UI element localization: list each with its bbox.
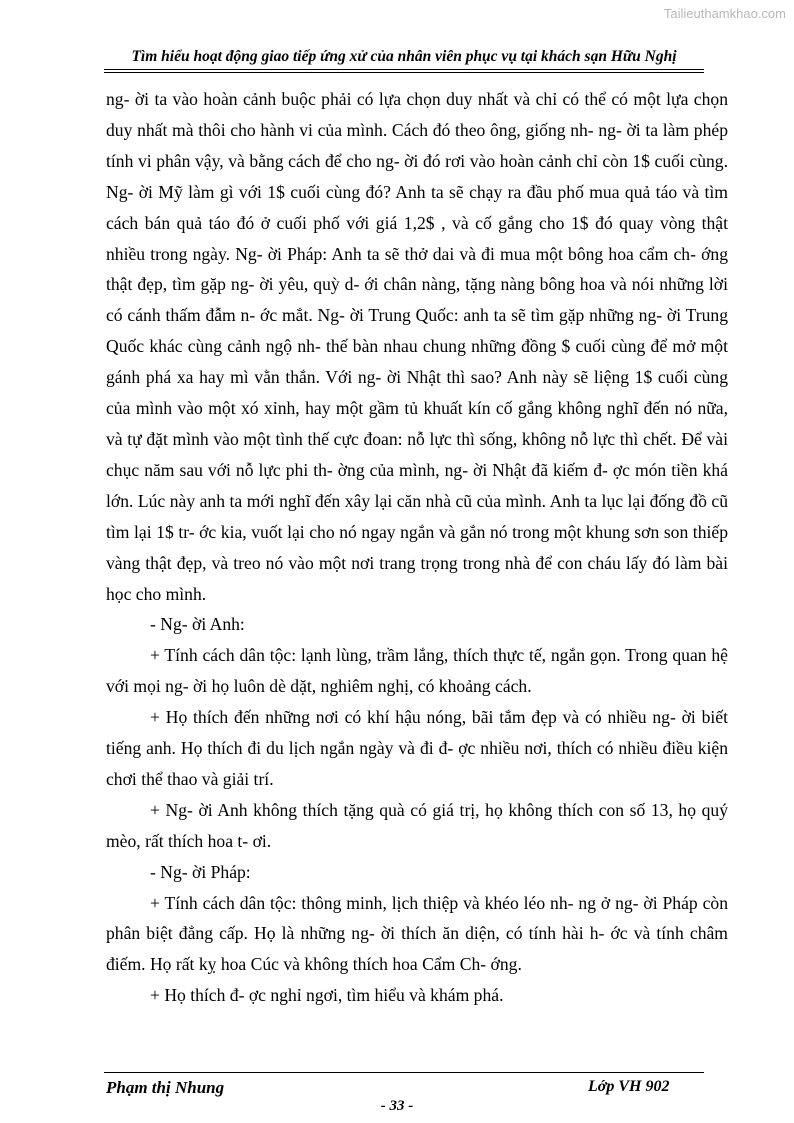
footer-author: Phạm thị Nhung (106, 1078, 225, 1097)
watermark: Tailieuthamkhao.com (663, 6, 786, 21)
header-divider (104, 69, 704, 73)
footer-divider (104, 1072, 704, 1073)
paragraph: + Tính cách dân tộc: lạnh lùng, trầm lắng, thích thực tế, ngắn gọn. Trong quan hệ với mọi ng- ời họ luôn dè dặt, nghiêm nghị, có khoảng cách. (106, 645, 728, 697)
footer-class-label: Lớp VH 902 (588, 1078, 670, 1095)
section-heading-english: - Ng- ời Anh: (150, 614, 245, 635)
section-heading-french: - Ng- ời Pháp: (150, 861, 251, 882)
paragraph: ng- ời ta vào hoàn cảnh buộc phải có lựa chọn duy nhất và chỉ có thể có một lựa chọn duy nhất mà thôi cho hành vi của mình. Cách đó theo ông, giống nh- ng- ời ta làm phép tính vi phân vậy, và bằng cách để cho ng- ời đó rơi vào hoàn cảnh chỉ còn 1$ cuối cùng. Ng- ời Mỹ làm gì với 1$ cuối cùng đó? Anh ta sẽ chạy ra đầu phố mua quả táo và tìm cách bán quả táo đó ở cuối phố với giá 1,2$ , và cố gắng cho 1$ đó quay vòng thật nhiều trong ngày. Ng- ời Pháp: Anh ta sẽ thở dai và đi mua một bông hoa cẩm ch- ớng thật đẹp, tìm gặp ng- ời yêu, quỳ d- ới chân nàng, tặng nàng bông hoa và nói những lời có cánh thấm đẫm n- ớc mắt. Ng- ời Trung Quốc: anh ta sẽ tìm gặp những ng- ời Trung Quốc khác cùng cảnh ngộ nh- thế bàn nhau chung những đồng $ cuối cùng để mở một gánh phá xa hay mì vằn thắn. Với ng- ời Nhật thì sao? Anh này sẽ liệng 1$ cuối cùng của mình vào một xó xỉnh, hay một gầm tủ khuất kín cố gắng không nghĩ đến nó nữa, và tự đặt mình vào một tình thế cực đoan: nỗ lực thì sống, không nỗ lực thì chết. Để vài chục năm sau với nỗ lực phi th- ờng của mình, ng- ời Nhật đã kiếm đ- ợc món tiền khá lớn. Lúc này anh ta mới nghĩ đến xây lại căn nhà cũ của mình. Anh ta lục lại đống đồ cũ tìm lại 1$ tr- ớc kia, vuốt lại cho nó ngay ngắn và gắn nó trong một khung sơn son thiếp vàng thật đẹp, và treo nó vào một nơi trang trọng trong nhà để con cháu lấy đó làm bài học cho mình. (106, 89, 728, 604)
paragraph: + Họ thích đ- ợc nghỉ ngơi, tìm hiểu và khám phá. (150, 985, 504, 1006)
document-body (106, 84, 728, 1011)
paragraph: + Ng- ời Anh không thích tặng quà có giá trị, họ không thích con số 13, họ quý mèo, rất thích hoa t- ơi. (106, 799, 728, 851)
paragraph: + Tính cách dân tộc: thông minh, lịch thiệp và khéo léo nh- ng ở ng- ời Pháp còn phân biệt đẳng cấp. Họ là những ng- ời thích ăn diện, có tính hài h- ớc và tính châm điếm. Họ rất kỵ hoa Cúc và không thích hoa Cẩm Ch- ớng. (106, 892, 728, 975)
page-number: - 33 - (380, 1098, 414, 1114)
page-header-title: Tìm hiểu hoạt động giao tiếp ứng xử của nhân viên phục vụ tại khách sạn Hữu Nghị (131, 48, 677, 65)
paragraph: + Họ thích đến những nơi có khí hậu nóng, bãi tắm đẹp và có nhiều ng- ời biết tiếng anh. Họ thích đi du lịch ngắn ngày và đi đ- ợc nhiều nơi, thích có nhiều điều kiện chơi thể thao và giải trí. (106, 707, 728, 789)
